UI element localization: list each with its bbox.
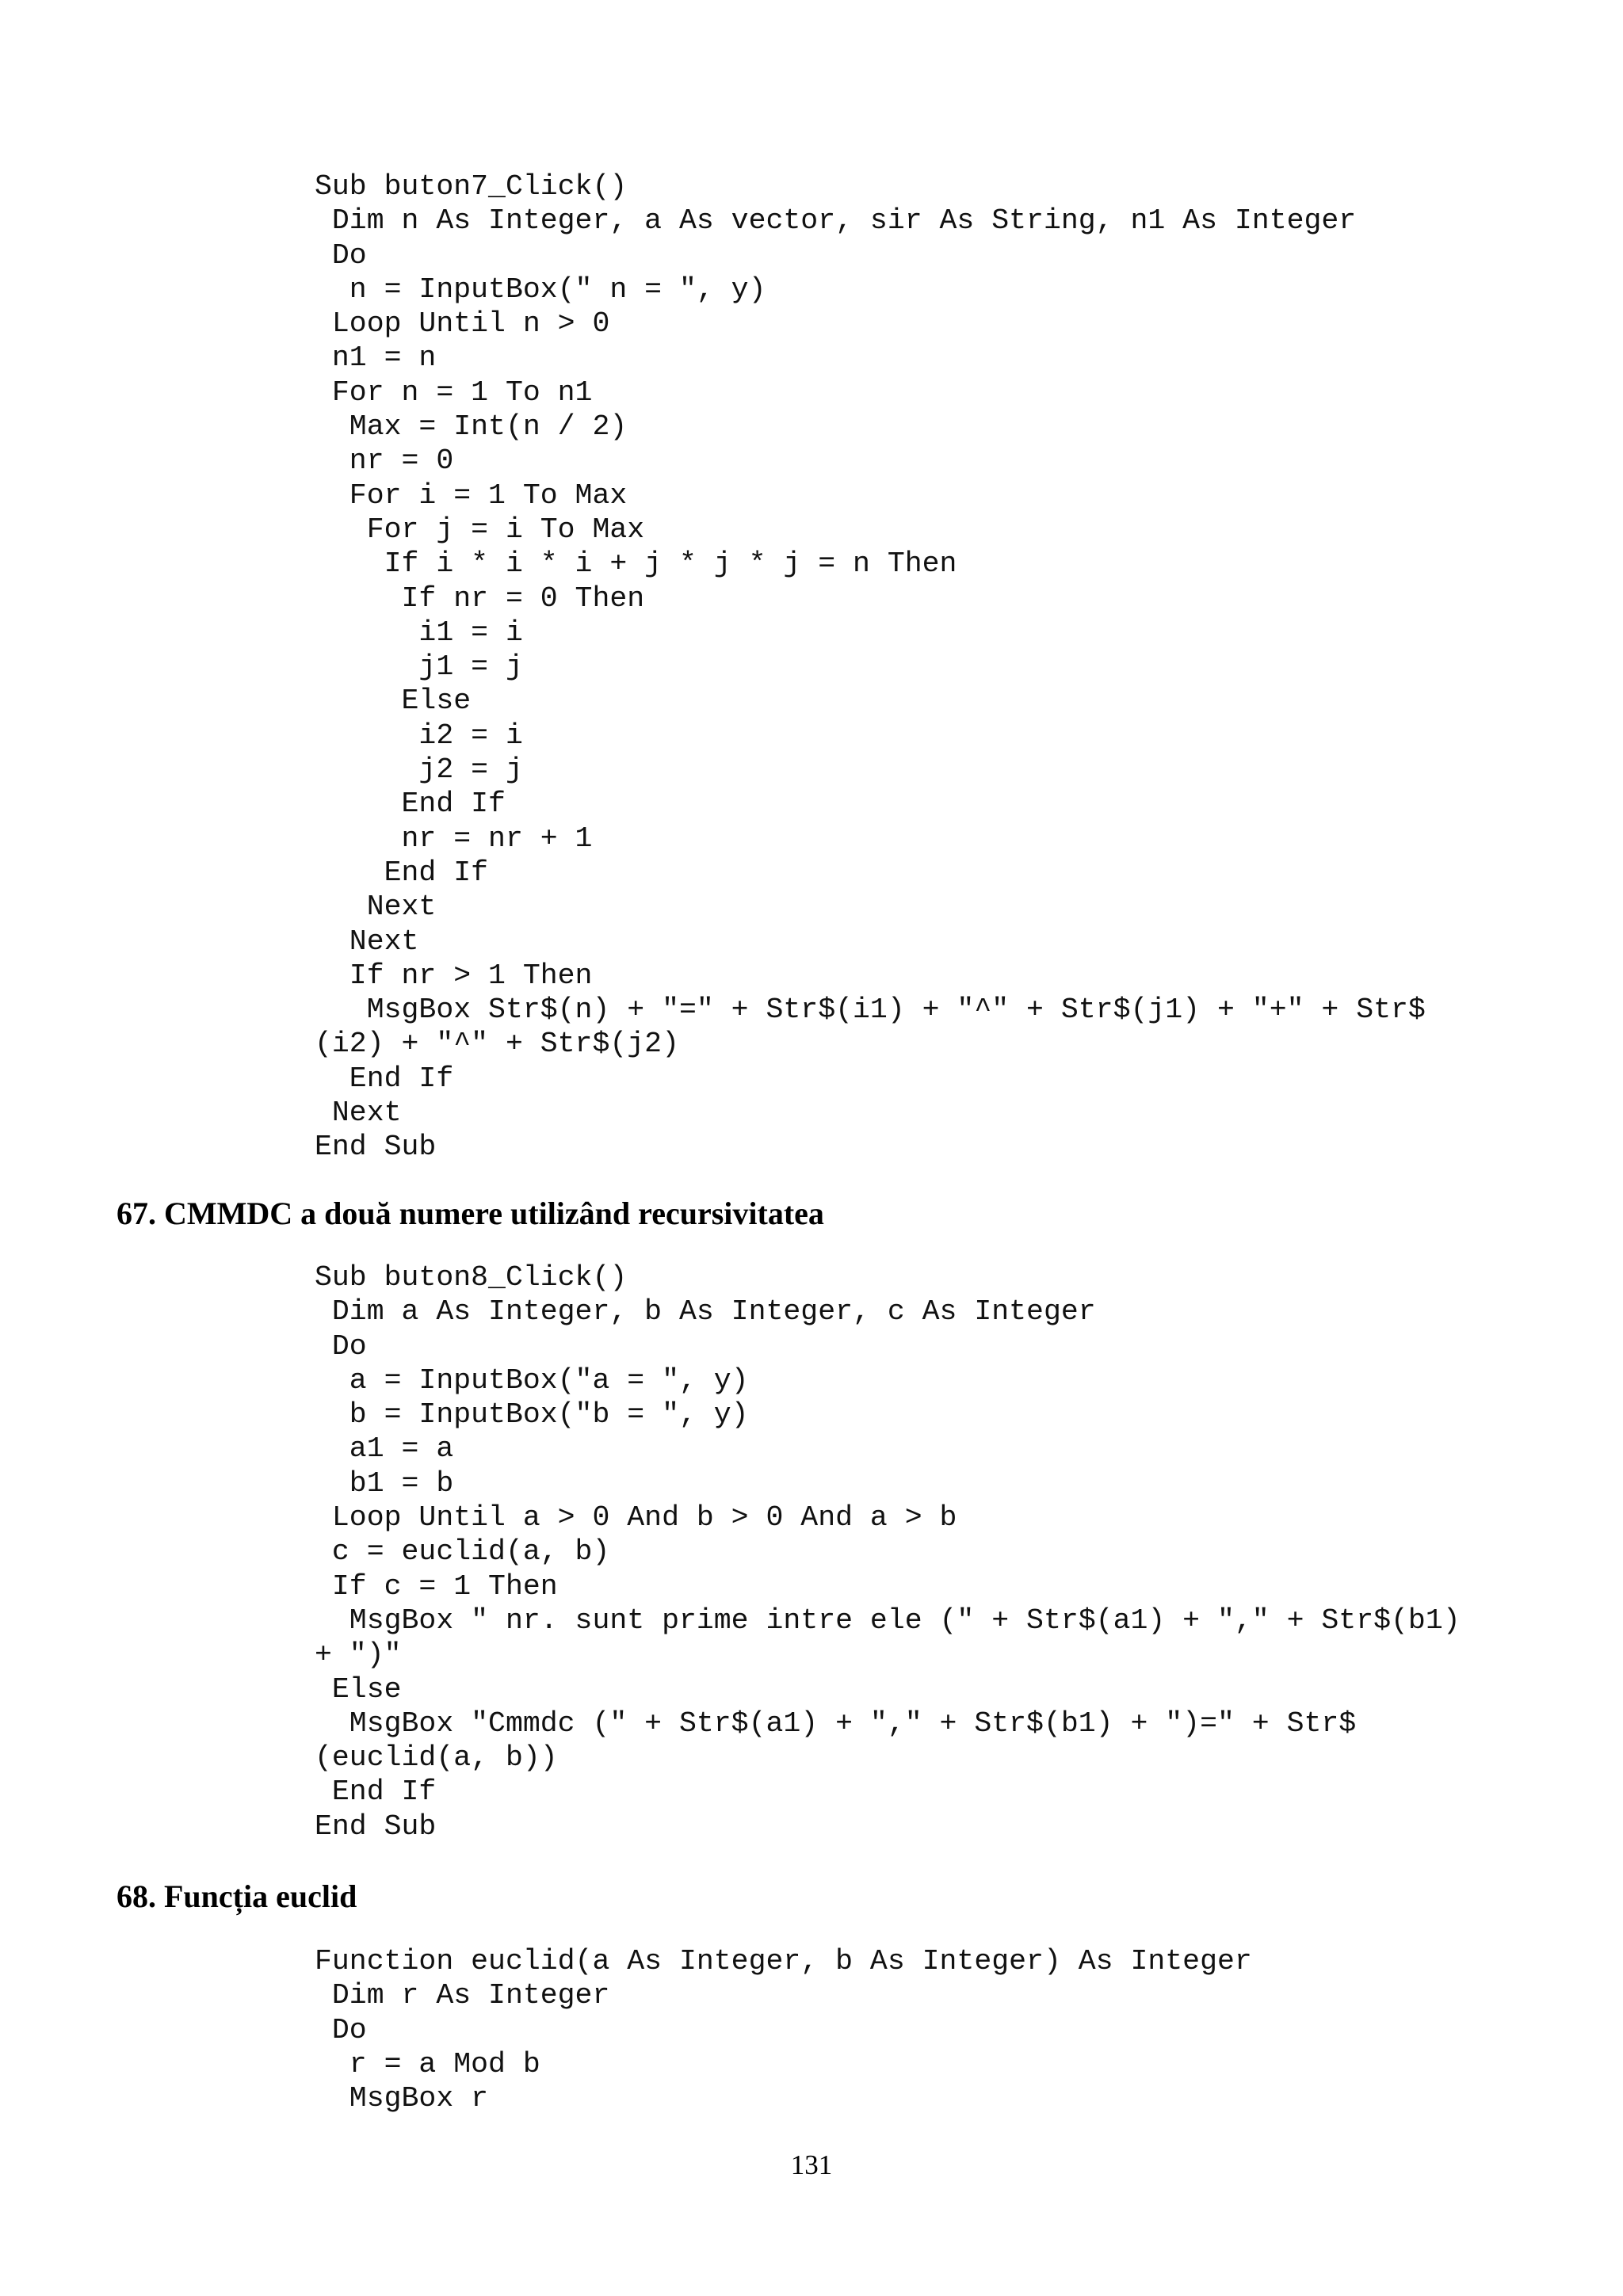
code-line: Else: [315, 685, 472, 718]
code-line: nr = 0: [315, 444, 454, 478]
code-line: End If: [315, 1062, 454, 1095]
code-line: Loop Until a > 0 And b > 0 And a > b: [315, 1501, 957, 1535]
code-line: Loop Until n > 0: [315, 307, 610, 341]
code-line: Max = Int(n / 2): [315, 410, 628, 444]
code-line: Else: [315, 1672, 402, 1706]
code-line: a = InputBox("a = ", y): [315, 1363, 749, 1397]
code-block-buton7: [315, 170, 1426, 1165]
code-line: For j = i To Max: [315, 513, 645, 546]
code-line: End If: [315, 788, 506, 821]
code-line: (i2) + "^" + Str$(j2): [315, 1028, 679, 1061]
code-line: End If: [315, 856, 489, 889]
code-line: Do: [315, 1329, 367, 1363]
code-line: + ")": [315, 1638, 402, 1672]
code-line: For i = 1 To Max: [315, 479, 628, 512]
code-line: For n = 1 To n1: [315, 376, 593, 409]
code-line: nr = nr + 1: [315, 822, 593, 855]
code-line: MsgBox r: [315, 2082, 489, 2115]
code-line: j2 = j: [315, 753, 523, 787]
code-line: Dim r As Integer: [315, 1979, 610, 2012]
code-line: If nr = 0 Then: [315, 582, 645, 615]
code-line: If i * i * i + j * j * j = n Then: [315, 547, 957, 581]
code-line: Sub buton8_Click(): [315, 1261, 628, 1294]
code-line: Do: [315, 2013, 367, 2046]
code-line: b1 = b: [315, 1466, 454, 1500]
code-line: Next: [315, 925, 419, 958]
code-line: Sub buton7_Click(): [315, 170, 628, 203]
section-heading-67: 67. CMMDC a două numere utilizând recursivitatea: [116, 1196, 824, 1231]
code-line: i2 = i: [315, 719, 523, 752]
code-line: Do: [315, 238, 367, 272]
code-line: Next: [315, 891, 437, 924]
code-line: r = a Mod b: [315, 2047, 540, 2081]
code-block-euclid: [315, 1944, 1252, 2115]
code-line: a1 = a: [315, 1432, 454, 1466]
code-line: MsgBox " nr. sunt prime intre ele (" + Str$(a1) + "," + Str$(b1): [315, 1604, 1461, 1637]
code-line: MsgBox "Cmmdc (" + Str$(a1) + "," + Str$(b1) + ")=" + Str$: [315, 1707, 1357, 1740]
code-line: If nr > 1 Then: [315, 959, 593, 992]
code-line: Dim a As Integer, b As Integer, c As Integer: [315, 1295, 1096, 1329]
code-line: n1 = n: [315, 341, 437, 375]
code-block-buton8: [315, 1261, 1461, 1844]
code-line: End Sub: [315, 1131, 437, 1164]
code-line: Next: [315, 1097, 402, 1130]
code-line: If c = 1 Then: [315, 1569, 558, 1603]
code-line: (euclid(a, b)): [315, 1741, 558, 1775]
page-number: 131: [790, 2149, 833, 2180]
code-line: Function euclid(a As Integer, b As Integer) As Integer: [315, 1945, 1252, 1978]
code-line: MsgBox Str$(n) + "=" + Str$(i1) + "^" + Str$(j1) + "+" + Str$: [315, 994, 1426, 1027]
code-line: j1 = j: [315, 650, 523, 684]
section-heading-68: 68. Funcția euclid: [116, 1878, 357, 1914]
code-line: n = InputBox(" n = ", y): [315, 273, 766, 306]
code-line: End Sub: [315, 1810, 437, 1843]
code-line: Dim n As Integer, a As vector, sir As String, n1 As Integer: [315, 204, 1357, 238]
code-line: End If: [315, 1775, 437, 1809]
code-line: b = InputBox("b = ", y): [315, 1398, 749, 1432]
code-line: c = euclid(a, b): [315, 1535, 610, 1569]
code-line: i1 = i: [315, 616, 523, 649]
